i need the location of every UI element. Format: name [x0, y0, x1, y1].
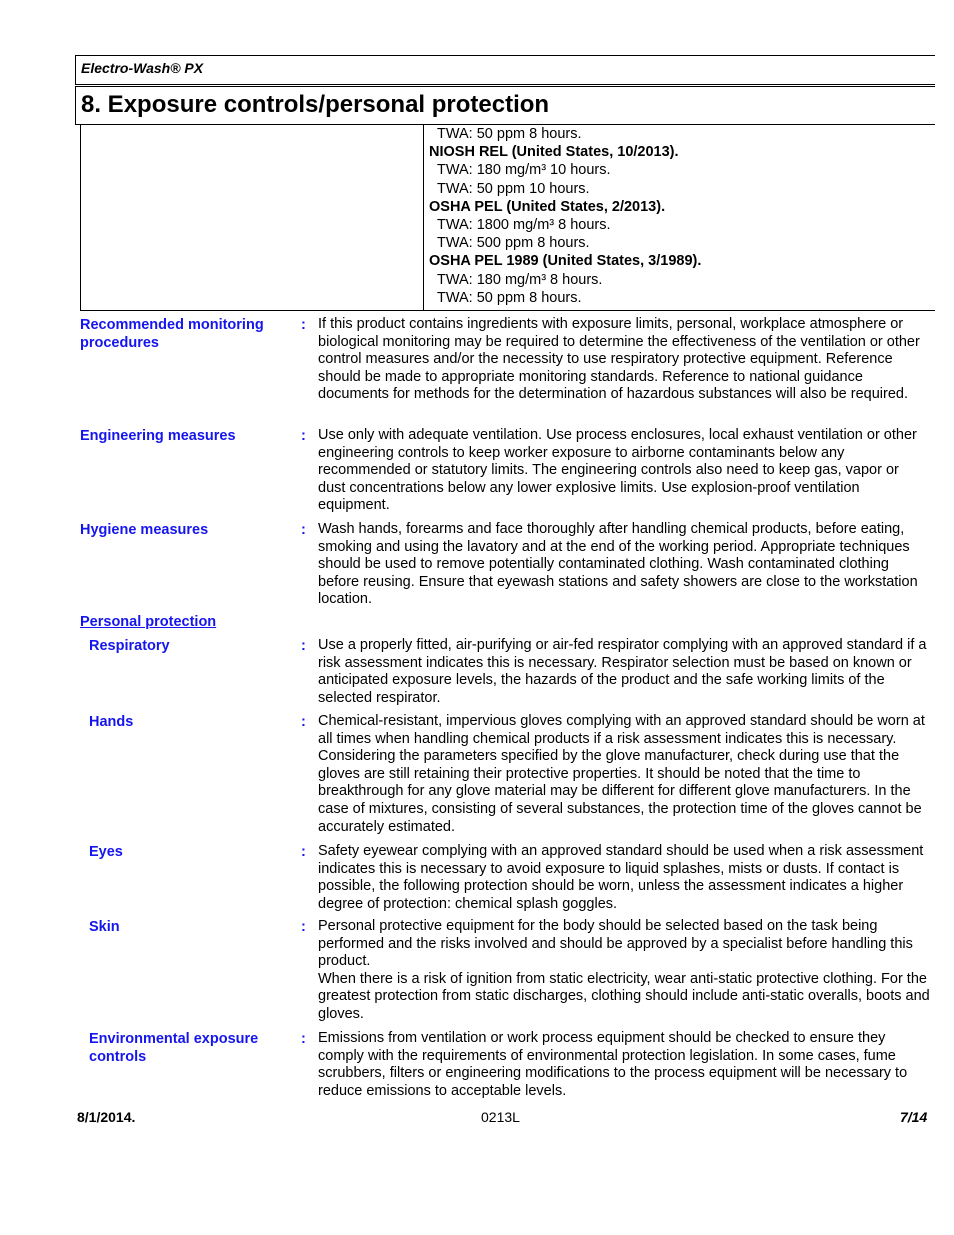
colon: :: [301, 522, 306, 538]
colon: :: [301, 844, 306, 860]
skin-text-paragraph-2: When there is a risk of ignition from static electricity, wear anti-static protective clothing. For the greatest protection from static discharges, clothing should include anti-static overalls, boots and gloves.: [318, 970, 930, 1022]
skin-text: [318, 918, 930, 1024]
section-title: 8. Exposure controls/personal protection: [81, 91, 550, 118]
monitoring-text: If this product contains ingredients with exposure limits, personal, workplace atmosphere or biological monitoring may be required to determine the effectiveness of the ventilation or other control measures and/or the necessity to use respiratory protective equipment. Reference should be made to appropriate monitoring standards. Reference to national guidance documents for methods for the determination of hazardous substances will also be required.: [318, 316, 920, 403]
document-header: [75, 55, 935, 85]
environmental-text: Emissions from ventilation or work process equipment should be checked to ensure they comply with the requirements of environmental protection legislation. In some cases, fume scrubbers, filters or engineering modifications to the process equipment will be necessary to reduce emissions to acceptable levels.: [318, 1030, 908, 1099]
table-divider: [423, 125, 424, 310]
limit-value: TWA: 50 ppm 8 hours.: [437, 126, 582, 142]
monitoring-label: Recommended monitoring procedures: [80, 317, 264, 351]
respiratory-text: Use a properly fitted, air-purifying or air-fed respirator complying with an approved standard if a risk assessment indicates this is necessary. Respirator selection must be based on known or anticipated exposure levels, the hazards of the product and the safe working limits of the selected respirator.: [318, 637, 927, 706]
exposure-limits-table: [80, 125, 935, 311]
skin-text-paragraph-1: Personal protective equipment for the body should be selected based on the task being performed and the risks involved and should be approved by a specialist before handling this product.: [318, 918, 913, 970]
section-title-box: [75, 86, 935, 125]
colon: :: [301, 714, 306, 730]
eyes-text: Safety eyewear complying with an approved standard should be used when a risk assessment indicates this is necessary to avoid exposure to liquid splashes, mists or dusts. If contact is possible, the following protection should be worn, unless the assessment indicates a higher degree of protection: chemical splash goggles.: [318, 843, 924, 912]
limit-standard-heading: NIOSH REL (United States, 10/2013).: [429, 144, 679, 161]
colon: :: [301, 317, 306, 333]
skin-label: Skin: [89, 919, 120, 935]
engineering-label: Engineering measures: [80, 428, 236, 444]
hygiene-label: Hygiene measures: [80, 522, 209, 538]
colon: :: [301, 638, 306, 654]
hands-label: Hands: [89, 714, 134, 730]
colon: :: [301, 1031, 306, 1047]
environmental-label: Environmental exposure controls: [89, 1031, 259, 1065]
eyes-label: Eyes: [89, 844, 123, 860]
limit-value: TWA: 500 ppm 8 hours.: [437, 235, 590, 252]
exposure-limits-list: [429, 125, 701, 307]
limit-value: TWA: 180 mg/m³ 8 hours.: [437, 271, 603, 288]
limit-value: TWA: 180 mg/m³ 10 hours.: [437, 162, 611, 179]
limit-value: TWA: 50 ppm 8 hours.: [437, 289, 582, 306]
colon: :: [301, 428, 306, 444]
colon: :: [301, 919, 306, 935]
footer-page-number: 7/14: [900, 1109, 928, 1125]
personal-protection-link[interactable]: Personal protection: [80, 614, 217, 630]
limit-standard-heading: OSHA PEL 1989 (United States, 3/1989).: [429, 253, 702, 270]
footer-code: 0213L: [481, 1109, 520, 1125]
product-name: Electro-Wash® PX: [81, 60, 204, 76]
limit-value: TWA: 50 ppm 10 hours.: [437, 180, 590, 197]
respiratory-label: Respiratory: [89, 638, 170, 654]
engineering-text: Use only with adequate ventilation. Use process enclosures, local exhaust ventilation or other engineering controls to keep worker exposure to airborne contaminants below any recommended or statutory limits. The engineering controls also need to keep gas, vapor or dust concentrations below any lower explosive limits. Use explosion-proof ventilation equipment.: [318, 427, 917, 514]
footer-date: 8/1/2014.: [77, 1109, 136, 1125]
hands-text: Chemical-resistant, impervious gloves complying with an approved standard should be worn at all times when handling chemical products if a risk assessment indicates this is necessary. Considering the parameters specified by the glove manufacturer, check during use that the gloves are still retaining their protective properties. It should be noted that the time to breakthrough for any glove material may be different for different glove manufacturers. In the case of mixtures, consisting of several substances, the protection time of the gloves cannot be accurately estimated.: [318, 713, 925, 835]
limit-standard-heading: OSHA PEL (United States, 2/2013).: [429, 198, 666, 215]
hygiene-text: Wash hands, forearms and face thoroughly after handling chemical products, before eating, smoking and using the lavatory and at the end of the working period. Appropriate techniques should be used to remove potentially contaminated clothing. Wash contaminated clothing before reusing. Ensure that eyewash stations and safety showers are close to the workstation location.: [318, 521, 918, 608]
limit-value: TWA: 1800 mg/m³ 8 hours.: [437, 217, 611, 234]
